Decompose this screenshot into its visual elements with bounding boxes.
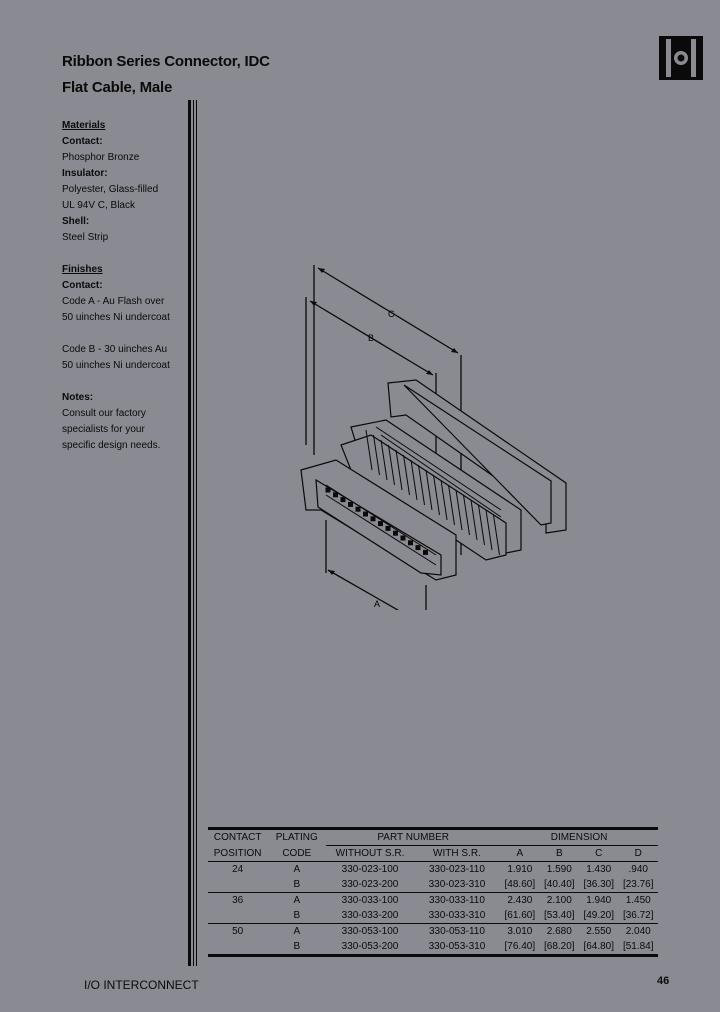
brand-logo-icon <box>659 36 703 80</box>
footer-section-title: I/O INTERCONNECT <box>84 978 199 992</box>
cell-dim-a: [61.60] <box>504 910 536 921</box>
cell-position <box>208 877 267 893</box>
col-dim-a: A <box>500 846 539 862</box>
dim-label-c: C <box>388 309 395 319</box>
code-a-line-2: 50 uinches Ni undercoat <box>62 312 170 323</box>
cell-without-sr: 330-023-100 <box>326 862 414 878</box>
col-with-sr: WITH S.R. <box>414 846 500 862</box>
cell-dim-b: [40.40] <box>543 879 575 890</box>
cell-position: 24 <box>208 862 267 878</box>
col-dim-c: C <box>579 846 618 862</box>
finish-contact-label: Contact: <box>62 280 103 291</box>
cell-with-sr: 330-023-310 <box>428 879 486 890</box>
cell-without-sr: 330-053-200 <box>326 939 414 956</box>
vertical-rule <box>188 100 208 966</box>
contact-value: Phosphor Bronze <box>62 152 140 163</box>
cell-without-sr: 330-033-200 <box>341 910 399 921</box>
table-row <box>208 862 658 878</box>
col-dim-d: D <box>618 846 658 862</box>
col-plating: PLATING <box>267 829 326 846</box>
cell-without-sr: 330-023-200 <box>341 879 399 890</box>
title-line-2: Flat Cable, Male <box>62 79 173 96</box>
cell-dim-d: [51.84] <box>618 939 658 956</box>
col-contact: CONTACT <box>208 829 267 846</box>
connector-contact <box>394 531 398 535</box>
connector-drawing <box>296 255 586 610</box>
col-dimension: DIMENSION <box>500 829 658 846</box>
specifications-sidebar <box>62 118 182 454</box>
cell-code: A <box>267 862 326 878</box>
cell-dim-c: [36.30] <box>583 879 615 890</box>
table-row <box>208 908 658 924</box>
insulator-value-2: UL 94V C, Black <box>62 200 135 211</box>
notes-heading: Notes: <box>62 392 94 403</box>
table-row <box>208 893 658 909</box>
dim-label-a: A <box>374 599 381 609</box>
page-number: 46 <box>657 975 670 987</box>
cell-code: B <box>293 910 301 921</box>
insulator-value-1: Polyester, Glass-filled <box>62 184 159 195</box>
cell-dim-b: [68.20] <box>540 939 579 956</box>
cell-dim-d: 2.040 <box>618 924 658 940</box>
cell-dim-c: 1.430 <box>579 862 618 878</box>
cell-dim-a: 2.430 <box>500 893 539 909</box>
cell-dim-b: [53.40] <box>543 910 575 921</box>
cell-position <box>208 939 267 956</box>
contact-label: Contact: <box>62 136 103 147</box>
cell-dim-a: 3.010 <box>500 924 539 940</box>
finishes-heading: Finishes <box>62 264 103 275</box>
cell-code: B <box>293 879 301 890</box>
col-without-sr: WITHOUT S.R. <box>326 846 414 862</box>
table-row <box>208 877 658 893</box>
cell-code: B <box>267 939 326 956</box>
materials-heading: Materials <box>62 120 106 131</box>
cell-dim-d: 1.450 <box>618 893 658 909</box>
connector-contact <box>401 536 405 540</box>
cell-dim-d: .940 <box>618 862 658 878</box>
cell-code: A <box>267 893 326 909</box>
cell-dim-b: 2.100 <box>540 893 579 909</box>
cell-position: 50 <box>208 924 267 940</box>
notes-line-3: specific design needs. <box>62 440 161 451</box>
col-part-number: PART NUMBER <box>326 829 500 846</box>
cell-dim-c: 1.940 <box>579 893 618 909</box>
col-code: CODE <box>267 846 326 862</box>
cell-dim-d: [36.72] <box>622 910 654 921</box>
cell-dim-b: 2.680 <box>540 924 579 940</box>
connector-contact <box>364 512 368 516</box>
cell-dim-c: [64.80] <box>579 939 618 956</box>
cell-with-sr: 330-033-110 <box>414 893 500 909</box>
col-dim-b: B <box>540 846 579 862</box>
cell-with-sr: 330-033-310 <box>428 910 486 921</box>
cell-position <box>208 908 267 924</box>
connector-contact <box>424 550 428 554</box>
cell-dim-a: [48.60] <box>504 879 536 890</box>
connector-contact <box>326 488 330 492</box>
cell-dim-d: [23.76] <box>622 879 654 890</box>
dim-label-b: B <box>368 333 375 343</box>
connector-contact <box>349 502 353 506</box>
connector-contact <box>341 498 345 502</box>
cell-dim-c: 2.550 <box>579 924 618 940</box>
cell-dim-a: [76.40] <box>500 939 539 956</box>
code-b-line-1: Code B - 30 uinches Au <box>62 344 168 355</box>
connector-contact <box>409 541 413 545</box>
cell-without-sr: 330-033-100 <box>326 893 414 909</box>
notes-line-2: specialists for your <box>62 424 145 435</box>
cell-position: 36 <box>208 893 267 909</box>
title-line-1: Ribbon Series Connector, IDC <box>62 53 270 70</box>
notes-line-1: Consult our factory <box>62 408 146 419</box>
cell-with-sr: 330-053-110 <box>414 924 500 940</box>
code-a-line-1: Code A - Au Flash over <box>62 296 165 307</box>
connector-contact <box>416 546 420 550</box>
table-row <box>208 939 658 956</box>
connector-contact <box>371 517 375 521</box>
connector-contact <box>334 493 338 497</box>
cell-with-sr: 330-053-310 <box>414 939 500 956</box>
connector-contact <box>356 507 360 511</box>
connector-contact <box>386 526 390 530</box>
col-position: POSITION <box>208 846 267 862</box>
shell-value: Steel Strip <box>62 232 109 243</box>
specification-table <box>208 827 658 957</box>
cell-code: A <box>267 924 326 940</box>
cell-dim-c: [49.20] <box>583 910 615 921</box>
cell-dim-b: 1.590 <box>540 862 579 878</box>
insulator-label: Insulator: <box>62 168 108 179</box>
table-row <box>208 924 658 940</box>
connector-contact <box>379 522 383 526</box>
shell-label: Shell: <box>62 216 90 227</box>
cell-without-sr: 330-053-100 <box>326 924 414 940</box>
cell-with-sr: 330-023-110 <box>414 862 500 878</box>
code-b-line-2: 50 uinches Ni undercoat <box>62 360 170 371</box>
cell-dim-a: 1.910 <box>500 862 539 878</box>
